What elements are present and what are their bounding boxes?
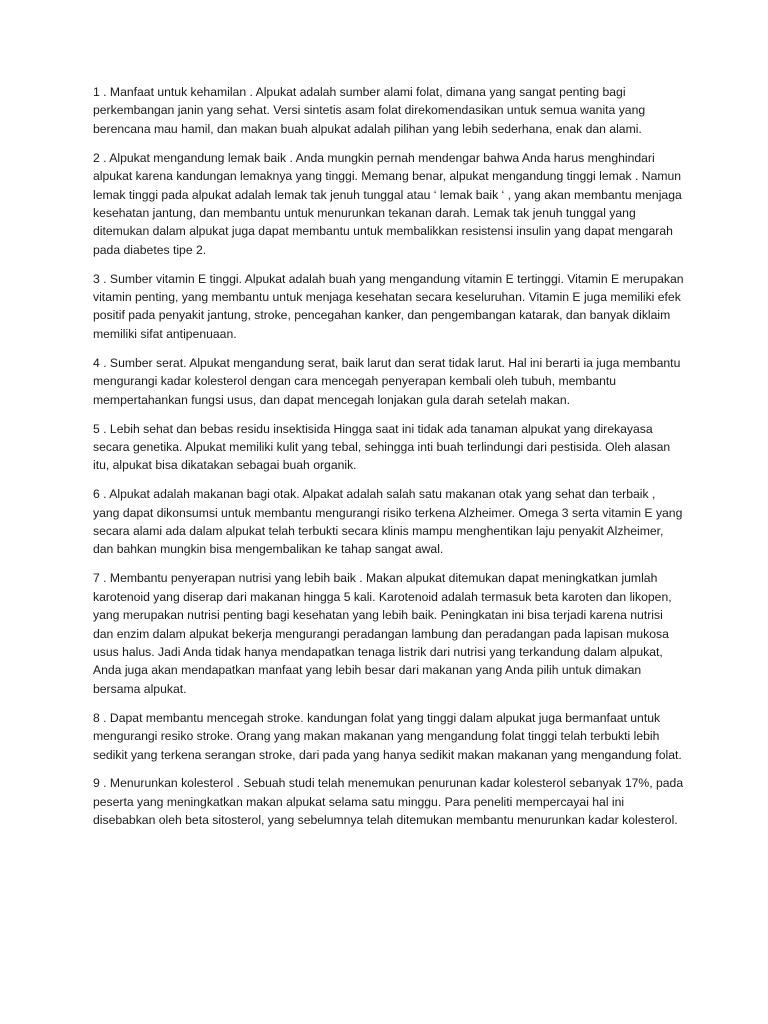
paragraph-9: 9 . Menurunkan kolesterol . Sebuah studi telah menemukan penurunan kadar kolesterol sebanyak 17%, pada peserta yang meningkatkan makan alpukat selama satu minggu. Para peneliti mempercayai hal ini disebabkan oleh beta sitosterol, yang sebelumnya telah ditemukan membantu menurunkan kadar kolesterol.	[93, 776, 684, 828]
paragraph-7: 7 . Membantu penyerapan nutrisi yang lebih baik . Makan alpukat ditemukan dapat meningkatkan jumlah karotenoid yang diserap dari makanan hingga 5 kali. Karotenoid adalah termasuk beta karoten dan likopen, yang merupakan nutrisi penting bagi kesehatan yang lebih baik. Peningkatan ini bisa terjadi karena nutrisi dan enzim dalam alpukat bekerja mengurangi peradangan lambung dan peradangan pada lapisan mukosa usus halus. Jadi Anda tidak hanya mendapatkan tenaga listrik dari nutrisi yang terkandung dalam alpukat, Anda juga akan mendapatkan manfaat yang lebih besar dari makanan yang Anda pilih untuk dimakan bersama alpukat.	[93, 571, 672, 696]
paragraph-3: 3 . Sumber vitamin E tinggi. Alpukat adalah buah yang mengandung vitamin E tertinggi. Vitamin E merupakan vitamin penting, yang membantu untuk menjaga kesehatan secara keseluruhan. Vitamin E juga memiliki efek positif pada penyakit jantung, stroke, pencegahan kanker, dan pengembangan katarak, dan banyak diklaim memiliki sifat antipenuaan.	[93, 271, 684, 341]
document-page	[93, 83, 685, 840]
paragraph-1: 1 . Manfaat untuk kehamilan . Alpukat adalah sumber alami folat, dimana yang sangat penting bagi perkembangan janin yang sehat. Versi sintetis asam folat direkomendasikan untuk semua wanita yang berencana mau hamil, dan makan buah alpukat adalah pilihan yang lebih sederhana, enak dan alami.	[93, 85, 646, 136]
paragraph-5: 5 . Lebih sehat dan bebas residu insektisida Hingga saat ini tidak ada tanaman alpukat yang direkayasa secara genetika. Alpukat memiliki kulit yang tebal, sehingga inti buah terlindungi dari pestisida. Oleh alasan itu, alpukat bisa dikatakan sebagai buah organik.	[93, 421, 671, 473]
paragraph-2: 2 . Alpukat mengandung lemak baik . Anda mungkin pernah mendengar bahwa Anda harus menghindari alpukat karena kandungan lemaknya yang tinggi. Memang benar, alpukat mengandung tinggi lemak . Namun lemak tinggi pada alpukat adalah lemak tak jenuh tunggal atau ‘ lemak baik ‘ , yang akan membantu menjaga kesehatan jantung, dan membantu untuk menurunkan tekanan darah. Lemak tak jenuh tunggal yang ditemukan dalam alpukat juga dapat membantu untuk membalikkan resistensi insulin yang dapat mengarah pada diabetes tipe 2.	[93, 150, 682, 257]
paragraph-4: 4 . Sumber serat. Alpukat mengandung serat, baik larut dan serat tidak larut. Hal ini berarti ia juga membantu mengurangi kadar kolesterol dengan cara mencegah penyerapan kembali oleh tubuh, membantu mempertahankan fungsi usus, dan dapat mencegah lonjakan gula darah setelah makan.	[93, 355, 681, 407]
paragraph-8: 8 . Dapat membantu mencegah stroke. kandungan folat yang tinggi dalam alpukat juga bermanfaat untuk mengurangi resiko stroke. Orang yang makan makanan yang mengandung folat tinggi telah terbukti lebih sedikit yang terkena serangan stroke, dari pada yang hanya sedikit makan makanan yang mengandung folat.	[93, 710, 682, 762]
paragraph-6: 6 . Alpukat adalah makanan bagi otak. Alpakat adalah salah satu makanan otak yang sehat dan terbaik , yang dapat dikonsumsi untuk membantu mengurangi risiko terkena Alzheimer. Omega 3 serta vitamin E yang secara alami ada dalam alpukat telah terbukti secara klinis mampu menghentikan laju penyakit Alzheimer, dan bahkan mungkin bisa mengembalikan ke tahap sangat awal.	[93, 487, 683, 557]
